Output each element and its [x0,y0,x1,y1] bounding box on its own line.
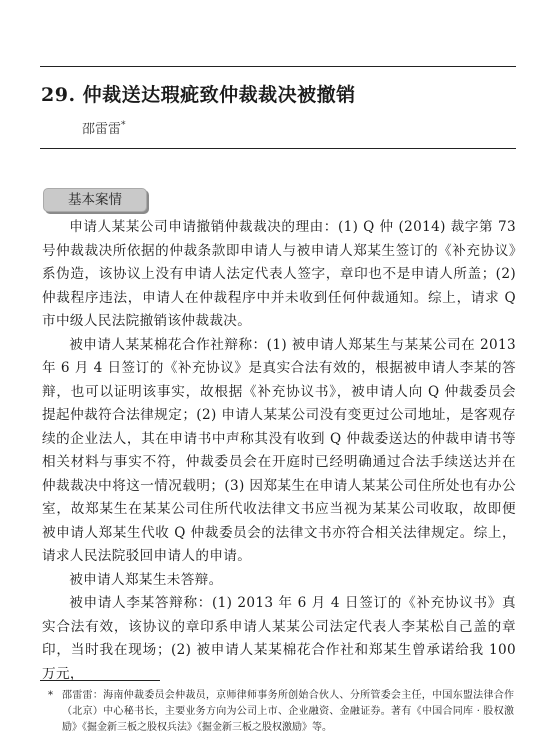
author-name: 邵雷雷 [82,122,122,137]
footnote-separator [40,680,160,681]
paragraph-applicant-reasons: 申请人某某公司申请撤销仲裁裁决的理由：(1) Q 仲 (2014) 裁字第 73 号仲裁裁决所依据的仲裁条款即申请人与被申请人郑某生签订的《补充协议》系伪造，该协议上没有申请人法定代表人签字，章印也不是申请人所盖；(2) 仲裁程序违法，申请人在仲裁程序中并未收到任何仲裁通知。综上，请求 Q 市中级人民法院撤销该仲裁裁决。 [42,219,516,329]
header-bottom-rule [40,148,516,149]
section-title: 29. 仲裁送达瑕疵致仲裁裁决被撤销 [41,84,356,106]
section-tag-basic-facts: 基本案情 [43,188,147,212]
paragraph-cooperative-defense: 被申请人某某棉花合作社辩称：(1) 被申请人郑某生与某某公司在 2013 年 6 月 4 日签订的《补充协议》是真实合法有效的，根据被申请人李某的答辩，也可以证明该事实，故根据《补充协议书》，被申请人向 Q 仲裁委员会提起仲裁符合法律规定；(2) 申请人某某公司没有变更过公司地址，是客观存续的企业法人，其在申请书中声称其没有收到 Q 仲裁委送达的仲裁申请书等相关材料与事实不符，仲裁委员会在开庭时已经明确通过合法手续送达并在仲裁裁决中将这一情况载明；(3) 因郑某生在申请人某某公司住所处也有办公室，故郑某生在某某公司住所代收法律文书应当视为某某公司收取，故即便被申请人郑某生代收 Q 仲裁委员会的法律文书亦符合相关法律规定。综上，请求人民法院驳回申请人的申请。 [42,336,516,564]
footnote [48,688,514,736]
author-footnote-mark: * [121,120,126,131]
footnote-mark: * [48,690,53,701]
footnote-text: 邵雷雷：海南仲裁委员会仲裁员，京师律师事务所创始合伙人、分所管委会主任，中国东盟法律合作（北京）中心秘书长，主要业务方向为公司上市、企业融资、金融证券。著有《中国合同库 · 股权激励》《掘金新三板之股权兵法》《掘金新三板之股权激励》等。 [62,690,514,733]
paragraph-li-defense: 被申请人李某答辩称：(1) 2013 年 6 月 4 日签订的《补充协议书》真实合法有效，该协议的章印系申请人某某公司法定代表人李某松自己盖的章印，当时我在现场；(2) 被申请人某某棉花合作社和郑某生曾承诺给我 100 万元， [42,595,516,682]
paragraph-zheng-no-defense: 被申请人郑某生未答辩。 [69,571,223,588]
author-line [82,118,126,137]
body-text [42,216,516,686]
header-top-rule [40,66,516,67]
